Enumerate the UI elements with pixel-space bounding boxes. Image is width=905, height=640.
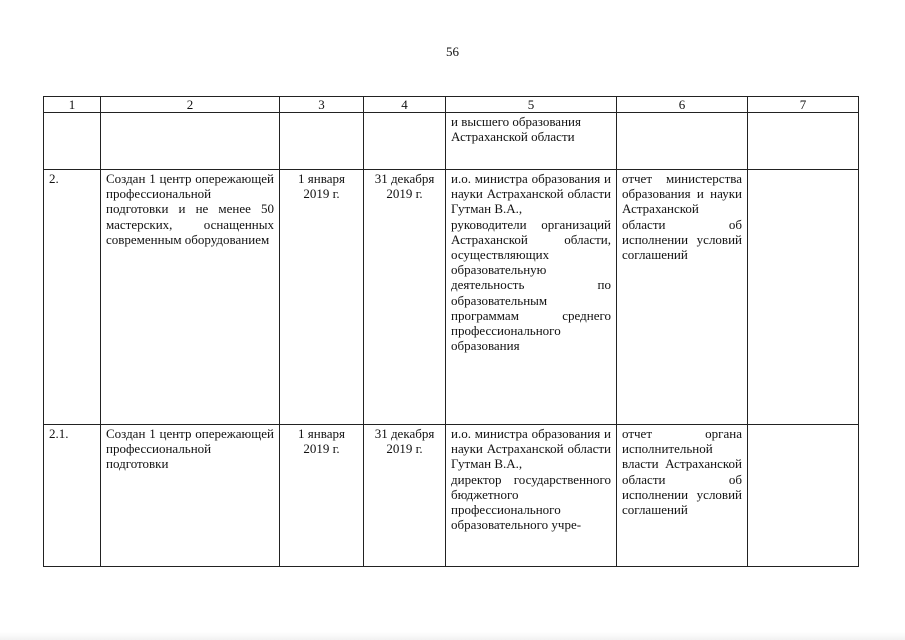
cell-number: 2.1. <box>44 425 101 567</box>
cell-responsible <box>446 113 617 170</box>
table-row <box>44 425 859 567</box>
cell-number: 2. <box>44 170 101 425</box>
cell-result: Создан 1 центр опережающей профессиональной подготовки <box>101 425 280 567</box>
page-number: 56 <box>446 44 459 59</box>
cell-result: Создан 1 центр опережающей профессиональной подготовки и не менее 50 мастерских, оснащенных современным оборудованием <box>101 170 280 425</box>
scan-edge <box>0 632 905 640</box>
column-number: 2 <box>101 97 280 113</box>
cell-responsible <box>446 425 617 567</box>
cell-start-date <box>280 113 364 170</box>
responsible-line: и.о. министра образования и науки Астраханской области Гутман В.А., <box>451 171 611 217</box>
cell-report: отчет министерства образования и науки Астраханской области об исполнении условий соглашений <box>617 170 748 425</box>
cell-responsible <box>446 170 617 425</box>
column-number: 3 <box>280 97 364 113</box>
cell-number <box>44 113 101 170</box>
column-number: 5 <box>446 97 617 113</box>
responsible-line: директор государственного бюджетного профессионального образовательного учре- <box>451 471 611 533</box>
cell-start-date: 1 января 2019 г. <box>280 425 364 567</box>
activities-table <box>43 96 859 567</box>
column-number: 4 <box>364 97 446 113</box>
cell-end-date: 31 декабря 2019 г. <box>364 425 446 567</box>
table-row <box>44 170 859 425</box>
cell-end-date <box>364 113 446 170</box>
responsible-line: руководители организаций Астраханской области, осуществляющих образовательную деятельность по образовательным программам среднего профессионального образования <box>451 216 611 354</box>
responsible-line: и.о. министра образования и науки Астраханской области Гутман В.А., <box>451 426 611 472</box>
column-number: 7 <box>748 97 859 113</box>
cell-result <box>101 113 280 170</box>
cell-note <box>748 113 859 170</box>
column-number: 6 <box>617 97 748 113</box>
cell-report <box>617 113 748 170</box>
cell-note <box>748 170 859 425</box>
responsible-line: и высшего образования <box>451 114 581 129</box>
cell-end-date: 31 декабря 2019 г. <box>364 170 446 425</box>
column-number: 1 <box>44 97 101 113</box>
cell-start-date: 1 января 2019 г. <box>280 170 364 425</box>
table-row <box>44 113 859 170</box>
cell-note <box>748 425 859 567</box>
cell-report: отчет органа исполнительной власти Астраханской области об исполнении условий соглашений <box>617 425 748 567</box>
column-number-row <box>44 97 859 113</box>
responsible-line: Астраханской области <box>451 129 575 145</box>
